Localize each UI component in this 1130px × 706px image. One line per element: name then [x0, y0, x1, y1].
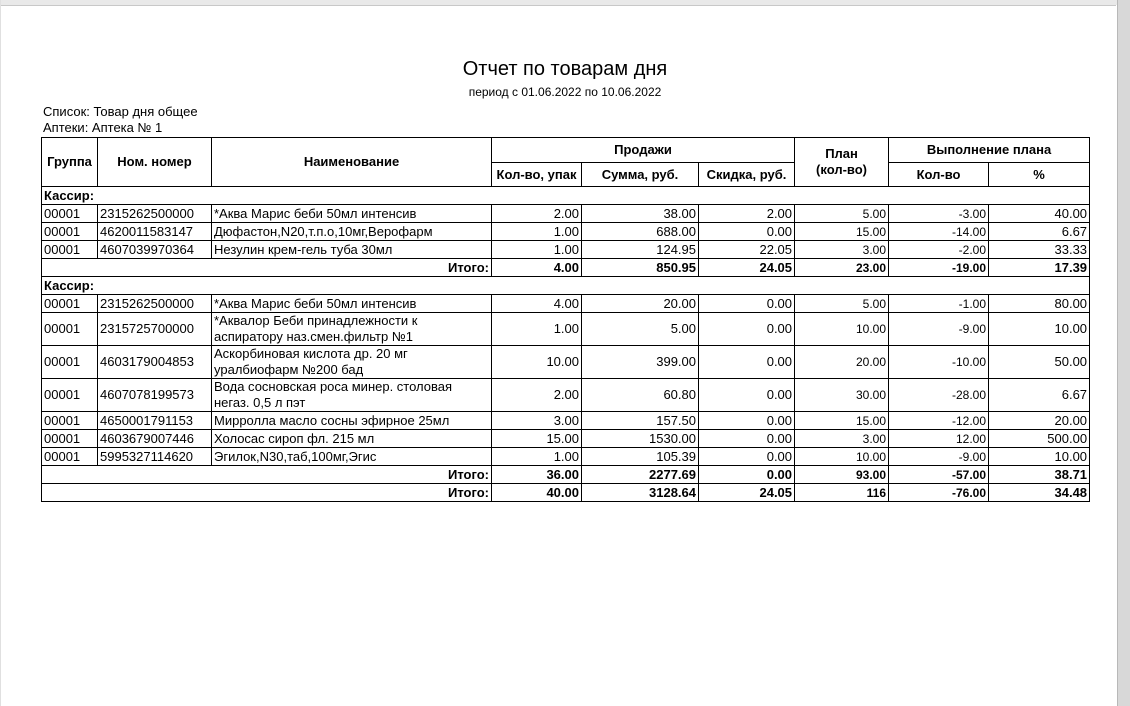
cell-sum: 688.00	[582, 223, 699, 241]
subtotal-qty: 4.00	[492, 259, 582, 277]
cell-name: *Аква Марис беби 50мл интенсив	[212, 295, 492, 313]
report-body	[42, 187, 1090, 502]
header-qty: Кол-во, упак	[492, 163, 582, 187]
cell-group: 00001	[42, 412, 98, 430]
header-fulfillment-qty: Кол-во	[889, 163, 989, 187]
subtotal-empty	[98, 466, 212, 484]
cell-qty: 1.00	[492, 241, 582, 259]
cell-sum: 20.00	[582, 295, 699, 313]
subtotal-sum: 850.95	[582, 259, 699, 277]
cell-plan: 5.00	[795, 205, 889, 223]
cell-group: 00001	[42, 448, 98, 466]
subtotal-empty	[42, 259, 98, 277]
table-row	[42, 346, 1090, 379]
cell-fqty: -3.00	[889, 205, 989, 223]
cell-item-no: 4620011583147	[98, 223, 212, 241]
cell-fqty: -28.00	[889, 379, 989, 412]
grand-total-qty: 40.00	[492, 484, 582, 502]
subtotal-empty	[42, 466, 98, 484]
table-row	[42, 430, 1090, 448]
cell-qty: 10.00	[492, 346, 582, 379]
subtotal-row	[42, 259, 1090, 277]
cell-fpct: 40.00	[989, 205, 1090, 223]
header-name: Наименование	[212, 138, 492, 187]
table-row	[42, 241, 1090, 259]
cell-plan: 3.00	[795, 430, 889, 448]
cell-disc: 0.00	[699, 430, 795, 448]
section-header-row	[42, 277, 1090, 295]
grand-total-plan: 116	[795, 484, 889, 502]
cell-disc: 0.00	[699, 448, 795, 466]
cell-item-no: 2315262500000	[98, 295, 212, 313]
cell-name: *Аквалор Беби принадлежности к аспиратору наз.смен.фильтр №1	[212, 313, 492, 346]
header-fulfillment-pct: %	[989, 163, 1090, 187]
subtotal-fqty: -19.00	[889, 259, 989, 277]
cell-qty: 1.00	[492, 313, 582, 346]
cell-fqty: -1.00	[889, 295, 989, 313]
cell-name: *Аква Марис беби 50мл интенсив	[212, 205, 492, 223]
subtotal-plan: 93.00	[795, 466, 889, 484]
cell-fqty: 12.00	[889, 430, 989, 448]
table-row	[42, 205, 1090, 223]
window-left-edge	[0, 0, 1, 706]
cell-item-no: 4650001791153	[98, 412, 212, 430]
cell-fqty: -9.00	[889, 448, 989, 466]
cell-plan: 3.00	[795, 241, 889, 259]
vertical-scrollbar[interactable]	[1117, 0, 1130, 706]
cell-disc: 2.00	[699, 205, 795, 223]
table-row	[42, 295, 1090, 313]
cell-qty: 2.00	[492, 205, 582, 223]
cell-fpct: 80.00	[989, 295, 1090, 313]
subtotal-fqty: -57.00	[889, 466, 989, 484]
subtotal-plan: 23.00	[795, 259, 889, 277]
cell-fpct: 20.00	[989, 412, 1090, 430]
cell-fpct: 10.00	[989, 448, 1090, 466]
cell-item-no: 2315725700000	[98, 313, 212, 346]
header-group: Группа	[42, 138, 98, 187]
cell-fpct: 500.00	[989, 430, 1090, 448]
section-label: Кассир:	[42, 187, 1090, 205]
window-top-line	[0, 5, 1116, 6]
cell-disc: 0.00	[699, 295, 795, 313]
cell-disc: 0.00	[699, 379, 795, 412]
cell-qty: 1.00	[492, 223, 582, 241]
cell-fqty: -10.00	[889, 346, 989, 379]
report-table	[41, 137, 1090, 502]
cell-item-no: 4607039970364	[98, 241, 212, 259]
cell-fqty: -9.00	[889, 313, 989, 346]
cell-plan: 20.00	[795, 346, 889, 379]
cell-name: Незулин крем-гель туба 30мл	[212, 241, 492, 259]
header-plan-line1: План	[825, 146, 858, 161]
cell-disc: 0.00	[699, 313, 795, 346]
table-row	[42, 379, 1090, 412]
header-plan-line2: (кол-во)	[816, 162, 868, 177]
cell-group: 00001	[42, 313, 98, 346]
table-row	[42, 223, 1090, 241]
cell-group: 00001	[42, 241, 98, 259]
cell-sum: 5.00	[582, 313, 699, 346]
cell-qty: 2.00	[492, 379, 582, 412]
subtotal-empty	[98, 259, 212, 277]
cell-group: 00001	[42, 379, 98, 412]
cell-name: Эгилок,N30,таб,100мг,Эгис	[212, 448, 492, 466]
header-sales: Продажи	[492, 138, 795, 163]
cell-group: 00001	[42, 205, 98, 223]
cell-item-no: 4607078199573	[98, 379, 212, 412]
subtotal-label: Итого:	[212, 466, 492, 484]
header-sum: Сумма, руб.	[582, 163, 699, 187]
cell-fpct: 6.67	[989, 379, 1090, 412]
cell-qty: 4.00	[492, 295, 582, 313]
cell-qty: 15.00	[492, 430, 582, 448]
cell-disc: 0.00	[699, 412, 795, 430]
cell-plan: 15.00	[795, 223, 889, 241]
cell-plan: 10.00	[795, 313, 889, 346]
cell-qty: 3.00	[492, 412, 582, 430]
grand-total-sum: 3128.64	[582, 484, 699, 502]
subtotal-sum: 2277.69	[582, 466, 699, 484]
grand-total-fqty: -76.00	[889, 484, 989, 502]
cell-disc: 0.00	[699, 346, 795, 379]
cell-name: Дюфастон,N20,т.п.о,10мг,Верофарм	[212, 223, 492, 241]
report-list-line: Список: Товар дня общее	[43, 104, 198, 119]
subtotal-disc: 24.05	[699, 259, 795, 277]
cell-sum: 105.39	[582, 448, 699, 466]
header-plan	[795, 138, 889, 187]
grand-total-disc: 24.05	[699, 484, 795, 502]
cell-group: 00001	[42, 223, 98, 241]
subtotal-qty: 36.00	[492, 466, 582, 484]
header-item-no: Ном. номер	[98, 138, 212, 187]
cell-fpct: 10.00	[989, 313, 1090, 346]
cell-item-no: 4603179004853	[98, 346, 212, 379]
cell-fpct: 6.67	[989, 223, 1090, 241]
cell-sum: 399.00	[582, 346, 699, 379]
cell-item-no: 2315262500000	[98, 205, 212, 223]
cell-sum: 1530.00	[582, 430, 699, 448]
cell-name: Вода сосновская роса минер. столовая негаз. 0,5 л пэт	[212, 379, 492, 412]
cell-item-no: 4603679007446	[98, 430, 212, 448]
cell-plan: 15.00	[795, 412, 889, 430]
cell-name: Мирролла масло сосны эфирное 25мл	[212, 412, 492, 430]
header-discount: Скидка, руб.	[699, 163, 795, 187]
cell-disc: 22.05	[699, 241, 795, 259]
cell-fpct: 33.33	[989, 241, 1090, 259]
cell-item-no: 5995327114620	[98, 448, 212, 466]
cell-fpct: 50.00	[989, 346, 1090, 379]
cell-qty: 1.00	[492, 448, 582, 466]
cell-group: 00001	[42, 430, 98, 448]
report-pharmacy-line: Аптеки: Аптека № 1	[43, 120, 163, 135]
cell-group: 00001	[42, 295, 98, 313]
cell-fqty: -2.00	[889, 241, 989, 259]
cell-plan: 5.00	[795, 295, 889, 313]
report-title: Отчет по товарам дня	[462, 58, 668, 80]
cell-sum: 38.00	[582, 205, 699, 223]
cell-fqty: -14.00	[889, 223, 989, 241]
subtotal-fpct: 17.39	[989, 259, 1090, 277]
grand-total-label: Итого:	[42, 484, 492, 502]
cell-fqty: -12.00	[889, 412, 989, 430]
subtotal-disc: 0.00	[699, 466, 795, 484]
cell-group: 00001	[42, 346, 98, 379]
cell-sum: 60.80	[582, 379, 699, 412]
cell-name: Аскорбиновая кислота др. 20 мг уралбиофарм №200 бад	[212, 346, 492, 379]
grand-total-row	[42, 484, 1090, 502]
report-period: период с 01.06.2022 по 10.06.2022	[468, 85, 662, 99]
cell-sum: 124.95	[582, 241, 699, 259]
grand-total-fpct: 34.48	[989, 484, 1090, 502]
subtotal-row	[42, 466, 1090, 484]
table-row	[42, 448, 1090, 466]
subtotal-label: Итого:	[212, 259, 492, 277]
subtotal-fpct: 38.71	[989, 466, 1090, 484]
section-label: Кассир:	[42, 277, 1090, 295]
cell-plan: 30.00	[795, 379, 889, 412]
header-fulfillment: Выполнение плана	[889, 138, 1090, 163]
table-row	[42, 313, 1090, 346]
section-header-row	[42, 187, 1090, 205]
cell-sum: 157.50	[582, 412, 699, 430]
cell-name: Холосас сироп фл. 215 мл	[212, 430, 492, 448]
cell-disc: 0.00	[699, 223, 795, 241]
table-row	[42, 412, 1090, 430]
cell-plan: 10.00	[795, 448, 889, 466]
